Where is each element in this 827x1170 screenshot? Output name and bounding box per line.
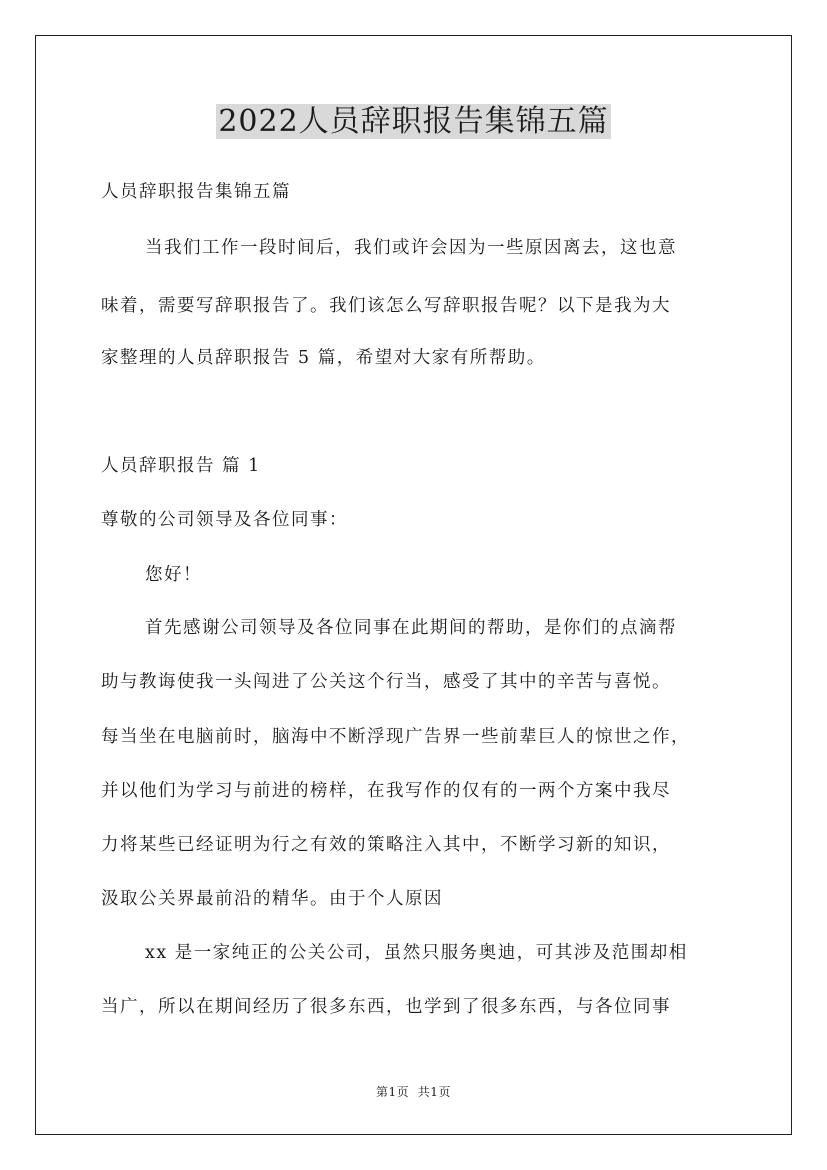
intro-line: 家整理的人员辞职报告 5 篇，希望对大家有所帮助。 (101, 348, 546, 368)
paragraph-line: 当广，所以在期间经历了很多东西，也学到了很多东西，与各位同事 (101, 997, 671, 1017)
greeting: 您好！ (145, 565, 202, 585)
document-title: 2022人员辞职报告集锦五篇 (218, 104, 609, 139)
paragraph-line: 首先感谢公司领导及各位同事在此期间的帮助，是你们的点滴帮 (145, 618, 677, 638)
paragraph-line: 助与教诲使我一头闯进了公关这个行当，感受了其中的辛苦与喜悦。 (101, 672, 671, 692)
intro-line: 味着，需要写辞职报告了。我们该怎么写辞职报告呢？以下是我为大 (101, 296, 671, 316)
salutation: 尊敬的公司领导及各位同事： (101, 510, 348, 530)
paragraph-line: xx 是一家纯正的公关公司，虽然只服务奥迪，可其涉及范围却相 (145, 943, 688, 963)
paragraph-line: 每当坐在电脑前时，脑海中不断浮现广告界一些前辈巨人的惊世之作， (101, 727, 690, 747)
document-subtitle: 人员辞职报告集锦五篇 (101, 182, 291, 202)
paragraph-line: 汲取公关界最前沿的精华。由于个人原因 (101, 889, 443, 909)
paragraph-line: 力将某些已经证明为行之有效的策略注入其中，不断学习新的知识， (101, 835, 671, 855)
page-footer: 第1页 共1页 (376, 1085, 451, 1099)
paragraph-line: 并以他们为学习与前进的榜样，在我写作的仅有的一两个方案中我尽 (101, 781, 671, 801)
intro-line: 当我们工作一段时间后，我们或许会因为一些原因离去，这也意 (145, 238, 677, 258)
section-heading: 人员辞职报告 篇 1 (101, 456, 261, 476)
